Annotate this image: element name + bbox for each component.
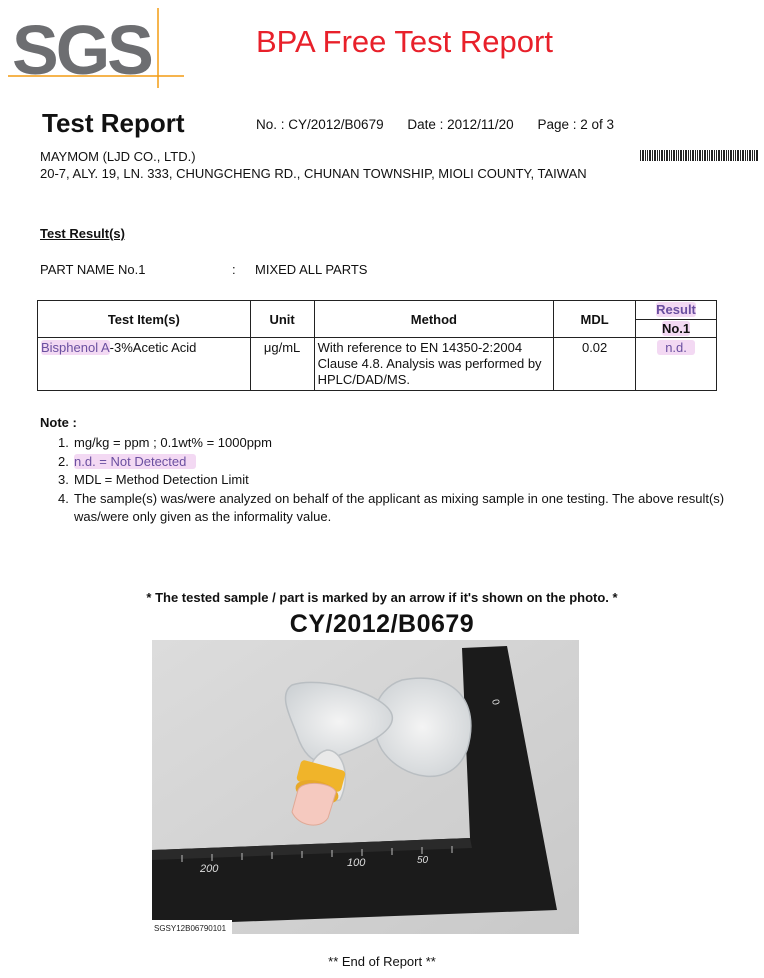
header-result-sub: No.1 bbox=[661, 321, 691, 336]
ruler-mark: 200 bbox=[200, 863, 219, 875]
results-table bbox=[37, 300, 717, 391]
note-heading: Note : bbox=[40, 415, 77, 430]
table-header-row bbox=[38, 301, 717, 338]
part-name-colon: : bbox=[232, 262, 236, 277]
ruler-mark: 50 bbox=[417, 855, 429, 866]
list-item: 2. n.d. = Not Detected bbox=[58, 453, 758, 472]
part-name-value: MIXED ALL PARTS bbox=[255, 262, 368, 277]
list-item: 3. MDL = Method Detection Limit bbox=[58, 472, 249, 487]
cell-result bbox=[636, 338, 717, 391]
part-name-label: PART NAME No.1 bbox=[40, 262, 146, 277]
logo-text: SGS bbox=[12, 11, 151, 88]
table-row bbox=[38, 338, 717, 391]
barcode bbox=[640, 150, 758, 161]
report-title: Test Report bbox=[42, 108, 185, 138]
photo-caption: * The tested sample / part is marked by an arrow if it's shown on the photo. * bbox=[146, 590, 618, 605]
photo-code: SGSY12B06790101 bbox=[154, 924, 227, 933]
report-meta bbox=[256, 117, 634, 132]
list-item: 4. The sample(s) was/were analyzed on behalf of the applicant as mixing sample in one testing. The above result(s) was/were only given as the informality value. bbox=[58, 490, 725, 524]
cell-result-value: n.d. bbox=[657, 340, 695, 355]
company-name: MAYMOM (LJD CO., LTD.) bbox=[40, 149, 196, 164]
sample-photo bbox=[152, 640, 579, 934]
header-mdl: MDL bbox=[554, 301, 636, 338]
cell-item-highlight: Bisphenol A bbox=[41, 340, 110, 355]
list-item: 1. mg/kg = ppm ; 0.1wt% = 1000ppm bbox=[58, 435, 272, 450]
cell-test-item bbox=[38, 338, 251, 391]
header-unit: Unit bbox=[250, 301, 314, 338]
report-date: Date : 2012/11/20 bbox=[407, 117, 514, 132]
banner-title: BPA Free Test Report bbox=[256, 24, 553, 59]
report-page: Page : 2 of 3 bbox=[537, 117, 615, 132]
cell-item-rest: -3%Acetic Acid bbox=[109, 340, 197, 355]
ruler-mark: 0 bbox=[489, 698, 501, 707]
notes-list bbox=[58, 434, 758, 527]
company-address: 20-7, ALY. 19, LN. 333, CHUNGCHENG RD., CHUNAN TOWNSHIP, MIOLI COUNTY, TAIWAN bbox=[40, 166, 587, 181]
header-test-item: Test Item(s) bbox=[38, 301, 251, 338]
cell-method: With reference to EN 14350-2:2004 Clause 4.8. Analysis was performed by HPLC/DAD/MS. bbox=[314, 338, 554, 391]
ruler-mark: 100 bbox=[347, 857, 366, 869]
header-result bbox=[636, 301, 717, 338]
end-of-report: ** End of Report ** bbox=[328, 954, 436, 969]
company-block bbox=[40, 148, 587, 182]
sgs-logo bbox=[8, 8, 184, 88]
cell-mdl: 0.02 bbox=[554, 338, 636, 391]
results-heading: Test Result(s) bbox=[40, 226, 125, 241]
report-number: No. : CY/2012/B0679 bbox=[256, 117, 384, 132]
cell-unit: μg/mL bbox=[250, 338, 314, 391]
header-method: Method bbox=[314, 301, 554, 338]
photo-report-id: CY/2012/B0679 bbox=[289, 610, 475, 638]
header-result-label: Result bbox=[656, 302, 696, 317]
